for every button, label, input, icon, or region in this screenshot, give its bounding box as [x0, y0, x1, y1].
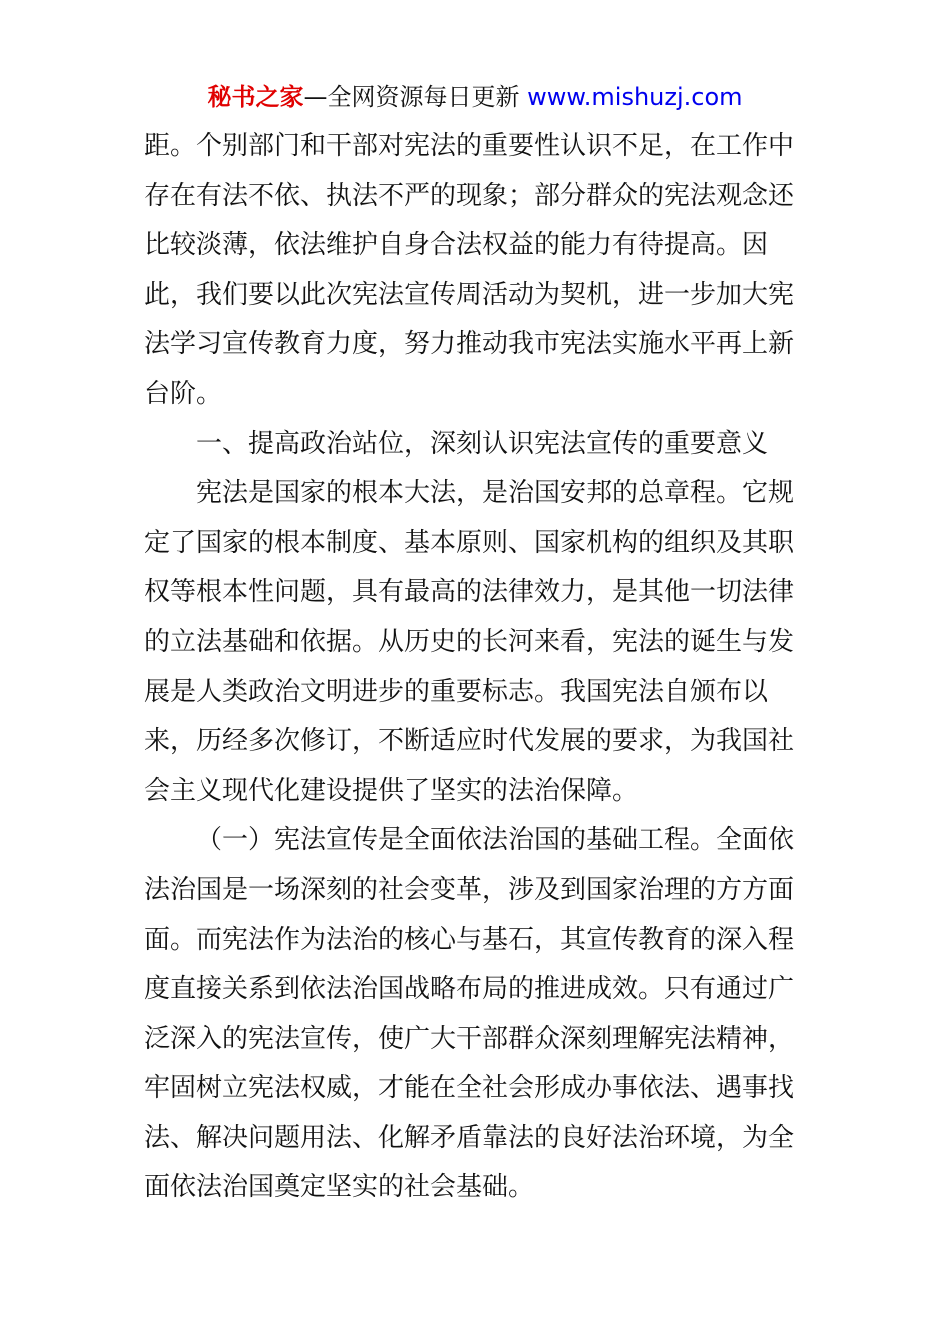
text-line: 来，历经多次修订，不断适应时代发展的要求，为我国社 [144, 726, 795, 757]
section-heading: 一、提高政治站位，深刻认识宪法宣传的重要意义 [196, 428, 769, 459]
text-line: 此，我们要以此次宪法宣传周活动为契机，进一步加大宪 [144, 279, 795, 310]
text-line: 会主义现代化建设提供了坚实的法治保障。 [144, 775, 639, 806]
site-tagline: —全网资源每日更新 [303, 83, 528, 111]
site-brand: 秘书之家 [207, 83, 304, 111]
text-line: 度直接关系到依法治国战略布局的推进成效。只有通过广 [144, 974, 795, 1005]
subsection-heading-line: （一）宪法宣传是全面依法治国的基础工程。全面依 [196, 825, 795, 856]
text-line: 距。个别部门和干部对宪法的重要性认识不足，在工作中 [144, 131, 795, 161]
text-line: 牢固树立宪法权威，才能在全社会形成办事依法、遇事找 [144, 1073, 795, 1104]
text-line: 面。而宪法作为法治的核心与基石，其宣传教育的深入程 [144, 924, 795, 955]
text-line: 展是人类政治文明进步的重要标志。我国宪法自颁布以 [144, 676, 769, 707]
text-line: 比较淡薄，依法维护自身合法权益的能力有待提高。因 [144, 230, 769, 261]
text-line: 泛深入的宪法宣传，使广大干部群众深刻理解宪法精神， [144, 1023, 795, 1054]
text-line: 存在有法不依、执法不严的现象；部分群众的宪法观念还 [144, 180, 795, 211]
text-line: 定了国家的根本制度、基本原则、国家机构的组织及其职 [144, 527, 795, 558]
site-header [0, 80, 950, 114]
text-line: 权等根本性问题，具有最高的法律效力，是其他一切法律 [144, 577, 795, 608]
text-line: 面依法治国奠定坚实的社会基础。 [144, 1172, 535, 1203]
text-line: 法学习宣传教育力度，努力推动我市宪法实施水平再上新 [144, 329, 795, 360]
document-body [144, 122, 806, 1213]
text-line: 台阶。 [144, 378, 223, 409]
text-line: 法治国是一场深刻的社会变革，涉及到国家治理的方方面 [144, 874, 795, 905]
text-line: 法、解决问题用法、化解矛盾靠法的良好法治环境，为全 [144, 1122, 795, 1153]
site-url-link[interactable]: www.mishuzj.com [527, 83, 743, 111]
text-line: 的立法基础和依据。从历史的长河来看，宪法的诞生与发 [144, 626, 795, 657]
text-line: 宪法是国家的根本大法，是治国安邦的总章程。它规 [196, 478, 795, 509]
